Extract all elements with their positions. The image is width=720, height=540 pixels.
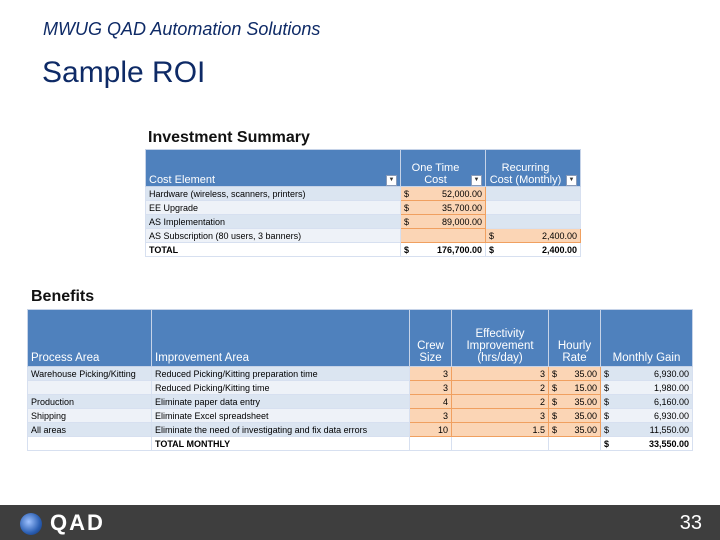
investment-summary-table [145, 149, 581, 257]
effectivity-cell: 3 [452, 367, 549, 381]
improvement-area-cell: Eliminate paper data entry [152, 395, 410, 409]
table-row [146, 215, 581, 229]
total-monthly-gain: $ 33,550.00 [601, 437, 693, 451]
table-row [28, 367, 693, 381]
crew-size-cell: 3 [410, 409, 452, 423]
effectivity-cell: 2 [452, 395, 549, 409]
improvement-area-cell: Reduced Picking/Kitting time [152, 381, 410, 395]
crew-size-cell: 3 [410, 381, 452, 395]
header-crew-size: Crew Size [410, 310, 452, 367]
one-time-cost-cell: $ 52,000.00 [401, 187, 486, 201]
empty-cell [452, 437, 549, 451]
benefits-table [27, 309, 693, 451]
cost-element-cell: Hardware (wireless, scanners, printers) [146, 187, 401, 201]
header-cost-element: Cost Element ▼ [146, 150, 401, 187]
slide-title: Sample ROI [42, 56, 206, 89]
improvement-area-cell: Reduced Picking/Kitting preparation time [152, 367, 410, 381]
total-monthly-label: TOTAL MONTHLY [152, 437, 410, 451]
process-area-cell: Warehouse Picking/Kitting [28, 367, 152, 381]
effectivity-cell: 3 [452, 409, 549, 423]
header-hourly-rate: Hourly Rate [549, 310, 601, 367]
monthly-gain-cell: $ 6,930.00 [601, 367, 693, 381]
crew-size-cell: 4 [410, 395, 452, 409]
table-row [146, 187, 581, 201]
monthly-gain-cell: $ 6,930.00 [601, 409, 693, 423]
cost-element-cell: AS Subscription (80 users, 3 banners) [146, 229, 401, 243]
recurring-cost-cell [486, 201, 581, 215]
header-one-time-cost: One Time Cost ▼ [401, 150, 486, 187]
process-area-cell: Production [28, 395, 152, 409]
recurring-cost-cell: $ 2,400.00 [486, 229, 581, 243]
effectivity-cell: 1.5 [452, 423, 549, 437]
table-row [28, 409, 693, 423]
recurring-cost-cell [486, 215, 581, 229]
table-row [146, 201, 581, 215]
monthly-gain-cell: $ 6,160.00 [601, 395, 693, 409]
footer-bar [0, 505, 720, 540]
improvement-area-cell: Eliminate Excel spreadsheet [152, 409, 410, 423]
header-improvement-area: Improvement Area [152, 310, 410, 367]
process-area-cell: All areas [28, 423, 152, 437]
process-area-cell [28, 381, 152, 395]
presentation-subtitle: MWUG QAD Automation Solutions [43, 19, 321, 39]
benefits-header-row [28, 310, 693, 367]
one-time-cost-cell: $ 35,700.00 [401, 201, 486, 215]
hourly-rate-cell: $ 35.00 [549, 409, 601, 423]
effectivity-cell: 2 [452, 381, 549, 395]
header-process-area: Process Area [28, 310, 152, 367]
investment-header-row [146, 150, 581, 187]
one-time-cost-cell [401, 229, 486, 243]
page-number: 33 [679, 512, 702, 534]
total-row [28, 437, 693, 451]
cost-element-cell: AS Implementation [146, 215, 401, 229]
cost-element-cell: EE Upgrade [146, 201, 401, 215]
improvement-area-cell: Eliminate the need of investigating and fix data errors [152, 423, 410, 437]
crew-size-cell: 10 [410, 423, 452, 437]
benefits-title: Benefits [31, 288, 95, 305]
investment-summary-title: Investment Summary [148, 129, 310, 146]
hourly-rate-cell: $ 35.00 [549, 423, 601, 437]
crew-size-cell: 3 [410, 367, 452, 381]
hourly-rate-cell: $ 15.00 [549, 381, 601, 395]
filter-dropdown-icon[interactable]: ▼ [566, 175, 577, 186]
one-time-cost-cell: $ 89,000.00 [401, 215, 486, 229]
header-effectivity-improvement: Effectivity Improvement (hrs/day) [452, 310, 549, 367]
empty-cell [410, 437, 452, 451]
process-area-cell: Shipping [28, 409, 152, 423]
empty-cell [549, 437, 601, 451]
empty-cell [28, 437, 152, 451]
table-row [146, 229, 581, 243]
total-one-time-cost: $ 176,700.00 [401, 243, 486, 257]
recurring-cost-cell [486, 187, 581, 201]
total-label: TOTAL [146, 243, 401, 257]
filter-dropdown-icon[interactable]: ▼ [471, 175, 482, 186]
monthly-gain-cell: $ 1,980.00 [601, 381, 693, 395]
filter-dropdown-icon[interactable]: ▼ [386, 175, 397, 186]
total-recurring-cost: $ 2,400.00 [486, 243, 581, 257]
monthly-gain-cell: $ 11,550.00 [601, 423, 693, 437]
header-recurring-cost: Recurring Cost (Monthly) ▼ [486, 150, 581, 187]
hourly-rate-cell: $ 35.00 [549, 367, 601, 381]
table-row [28, 395, 693, 409]
header-monthly-gain: Monthly Gain [601, 310, 693, 367]
qad-globe-logo-icon [20, 513, 42, 535]
hourly-rate-cell: $ 35.00 [549, 395, 601, 409]
table-row [28, 423, 693, 437]
table-row [28, 381, 693, 395]
total-row [146, 243, 581, 257]
qad-logo-text: QAD [50, 510, 105, 535]
